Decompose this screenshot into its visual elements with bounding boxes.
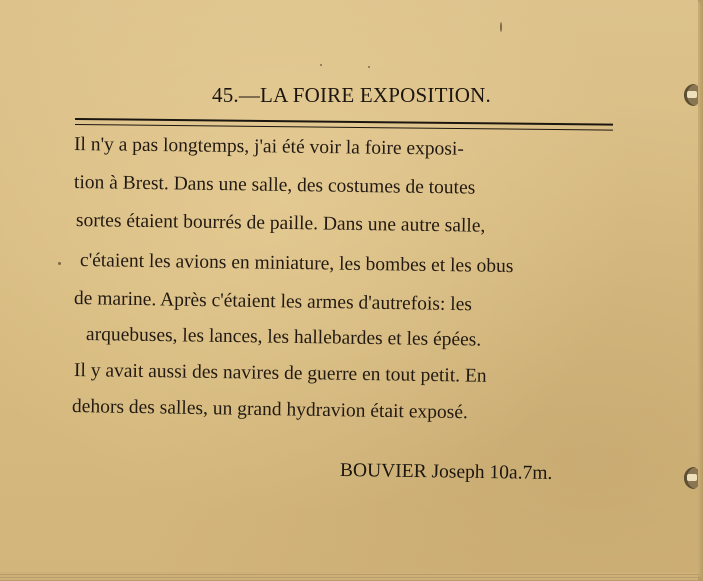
- ink-speck: [320, 64, 322, 66]
- story-title: —LA FOIRE EXPOSITION.: [238, 83, 491, 107]
- text-line: c'étaient les avions en miniature, les bombes et les obus: [79, 250, 514, 278]
- binding-hole-bottom: [684, 467, 698, 489]
- page-title: [0, 83, 698, 108]
- text-line: de marine. Après c'étaient les armes d'autrefois: les: [73, 288, 473, 316]
- title-rule: [75, 118, 613, 131]
- text-line: sortes étaient bourrés de paille. Dans une autre salle,: [75, 210, 486, 237]
- author-signature: [340, 460, 553, 485]
- text-line: arquebuses, les lances, les hallebardes et les épées.: [85, 324, 482, 351]
- author-surname: BOUVIER: [339, 460, 427, 483]
- story-number: 45.: [212, 83, 239, 107]
- page-stack-edge: [0, 572, 698, 581]
- text-line: Il n'y a pas longtemps, j'ai été voir la foire exposi-: [73, 134, 464, 160]
- ink-speck: [58, 262, 61, 265]
- ink-speck: [500, 22, 502, 32]
- author-age: 10a.7m.: [489, 462, 553, 484]
- author-first-name: Joseph: [431, 461, 485, 484]
- text-line: dehors des salles, un grand hydravion était exposé.: [71, 396, 468, 424]
- text-line: Il y avait aussi des navires de guerre en tout petit. En: [73, 360, 487, 387]
- text-line: tion à Brest. Dans une salle, des costumes de toutes: [73, 172, 476, 199]
- ink-speck: [368, 66, 370, 68]
